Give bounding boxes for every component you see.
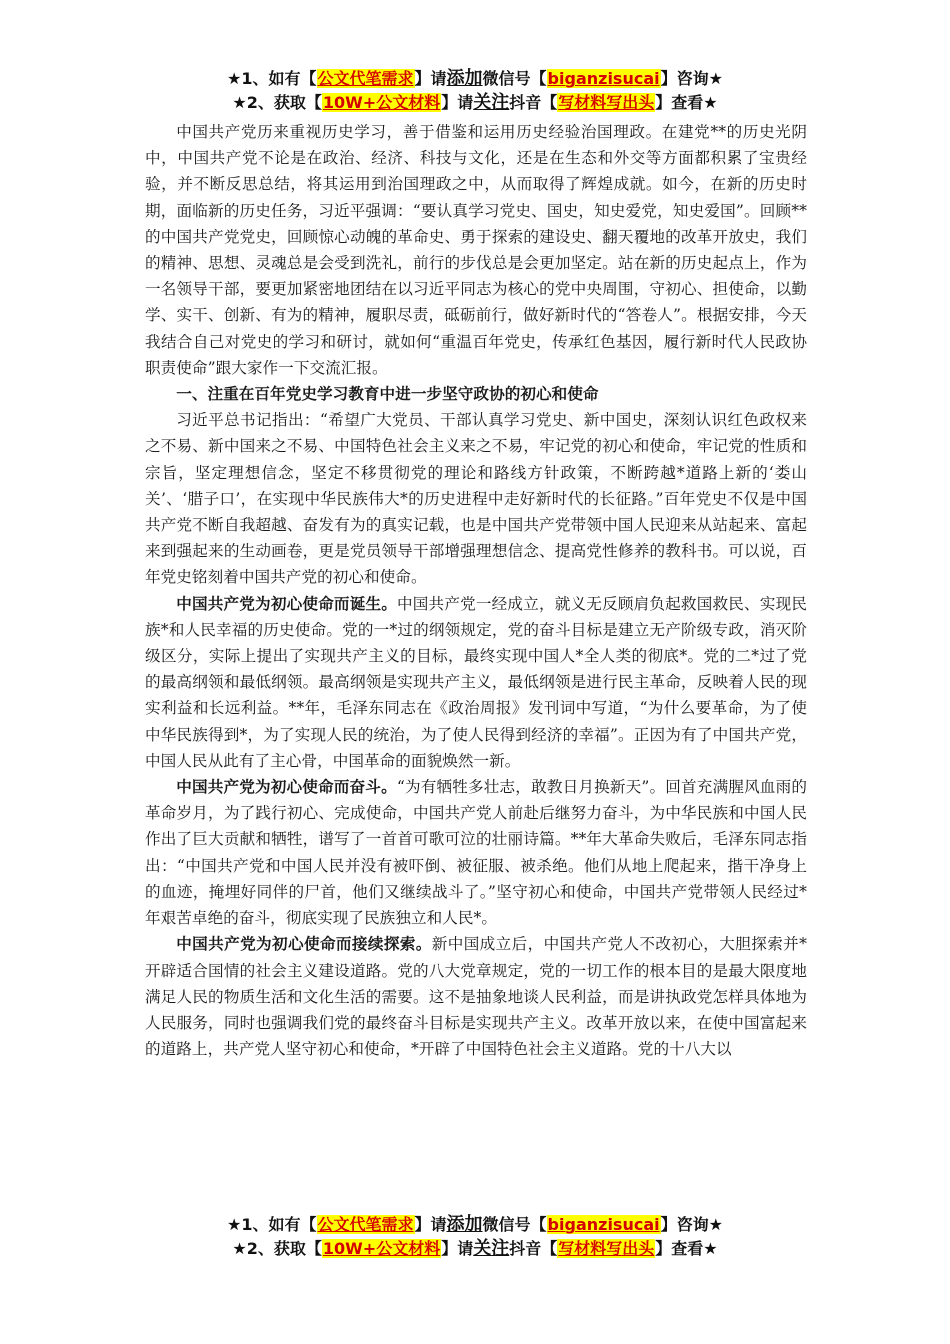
promo-emphasis: 关注 [473, 1238, 510, 1259]
promo-text: 】请 [441, 93, 474, 112]
promo-text: 】查看★ [655, 1239, 718, 1258]
promo-emphasis: 添加 [446, 68, 483, 89]
promo-text: 】请 [414, 1215, 447, 1234]
promo-banner-top [0, 67, 950, 115]
promo-text: 抖音【 [509, 93, 558, 112]
promo-line-2 [0, 1237, 950, 1261]
promo-banner-bottom [0, 1213, 950, 1261]
promo-highlight: biganzisucai [547, 69, 660, 88]
body-paragraph [145, 591, 807, 774]
promo-text: 】查看★ [655, 93, 718, 112]
promo-text: 】请 [441, 1239, 474, 1258]
promo-line-2 [0, 91, 950, 115]
promo-text: 微信号【 [482, 1215, 547, 1234]
promo-text: ★1、如有【 [227, 69, 317, 88]
paragraph-text: 中国共产党一经成立，就义无反顾肩负起救国救民、实现民族*和人民幸福的历史使命。党的一*过的纲领规定，党的奋斗目标是建立无产阶级专政，消灭阶级区分，实际上提出了实现共产主义的目标，最终实现中国人*全人类的彻底*。党的二*过了党的最高纲领和最低纲领。最高纲领是实现共产主义，最低纲领是进行民主革命，反映着人民的现实利益和长远利益。**年，毛泽东同志在《政治周报》发刊词中写道，“为什么要革命，为了使中华民族得到*，为了实现人民的统治，为了使人民得到经济的幸福”。正因为有了中国共产党，中国人民从此有了主心骨，中国革命的面貌焕然一新。 [145, 594, 807, 770]
promo-text: 】咨询★ [660, 1215, 723, 1234]
promo-highlight: 10W+公文材料 [322, 93, 441, 112]
paragraph-lead: 中国共产党为初心使命而诞生。 [176, 593, 398, 613]
promo-highlight: 写材料写出头 [558, 1239, 655, 1258]
promo-line-1 [0, 67, 950, 91]
paragraph-text: “为有牺牲多壮志，敢教日月换新天”。回首充满腥风血雨的革命岁月，为了践行初心、完成使命，中国共产党人前赴后继努力奋斗，为中华民族和中国人民作出了巨大贡献和牺牲，谱写了一首首可歌可泣的壮丽诗篇。**年大革命失败后，毛泽东同志指出：“中国共产党和中国人民并没有被吓倒、被征服、被杀绝。他们从地上爬起来，揩干净身上的血迹，掩埋好同伴的尸首，他们又继续战斗了。”坚守初心和使命，中国共产党带领人民经过*年艰苦卓绝的奋斗，彻底实现了民族独立和人民*。 [145, 778, 808, 928]
promo-emphasis: 添加 [446, 1214, 483, 1235]
promo-text: ★2、获取【 [232, 93, 322, 112]
promo-text: 】请 [414, 69, 447, 88]
promo-emphasis: 关注 [473, 92, 510, 113]
intro-paragraph: 中国共产党历来重视历史学习，善于借鉴和运用历史经验治国理政。在建党**的历史光阴中，中国共产党不论是在政治、经济、科技与文化，还是在生态和外交等方面都积累了宝贵经验，并不断反思总结，将其运用到治国理政之中，从而取得了辉煌成就。如今，在新的历史时期，面临新的历史任务，习近平强调：“要认真学习党史、国史，知史爱党，知史爱国”。回顾**的中国共产党党史，回顾惊心动魄的革命史、勇于探索的建设史、翻天覆地的改革开放史，我们的精神、思想、灵魂总是会受到洗礼，前行的步伐总是会更加坚定。站在新的历史起点上，作为一名领导干部，要更加紧密地团结在以习近平同志为核心的党中央周围，守初心、担使命，以勤学、实干、创新、有为的精神，履职尽责，砥砺前行，做好新时代的“答卷人”。根据安排，今天我结合自己对党史的学习和研讨，就如何“重温百年党史，传承红色基因，履行新时代人民政协职责使命”跟大家作一下交流汇报。 [145, 123, 807, 377]
body-paragraph: 习近平总书记指出：“希望广大党员、干部认真学习党史、新中国史，深刻认识红色政权来之不易、新中国来之不易、中国特色社会主义来之不易，牢记党的初心和使命，牢记党的性质和宗旨，坚定理想信念，坚定不移贯彻党的理论和路线方针政策，不断跨越*道路上新的‘娄山关’、‘腊子口’，在实现中华民族伟大*的历史进程中走好新时代的长征路。”百年党史不仅是中国共产党不断自我超越、奋发有为的真实记载，也是中国共产党带领中国人民迎来从站起来、富起来到强起来的生动画卷，更是党员领导干部增强理想信念、提高党性修养的教科书。可以说，百年党史铭刻着中国共产党的初心和使命。 [145, 411, 807, 587]
paragraph-lead: 中国共产党为初心使命而奋斗。 [176, 777, 397, 797]
promo-highlight: 写材料写出头 [558, 93, 655, 112]
promo-text: 微信号【 [482, 69, 547, 88]
paragraph-lead: 中国共产党为初心使命而接续探索。 [176, 934, 432, 954]
promo-text: ★1、如有【 [227, 1215, 317, 1234]
document-body [145, 119, 807, 1062]
promo-text: ★2、获取【 [232, 1239, 322, 1258]
promo-text: 抖音【 [509, 1239, 558, 1258]
promo-highlight: 公文代笔需求 [317, 1215, 414, 1234]
section-heading: 一、注重在百年党史学习教育中进一步坚守政协的初心和使命 [176, 384, 599, 404]
paragraph-text: 新中国成立后，中国共产党人不改初心，大胆探索并*开辟适合国情的社会主义建设道路。党的八大党章规定，党的一切工作的根本目的是最大限度地满足人民的物质生活和文化生活的需要。这不是抽象地谈人民利益，而是讲执政党怎样具体地为人民服务，同时也强调我们党的最终奋斗目标是实现共产主义。改革开放以来，在使中国富起来的道路上，共产党人坚守初心和使命，*开辟了中国特色社会主义道路。党的十八大以 [145, 935, 807, 1059]
promo-line-1 [0, 1213, 950, 1237]
body-paragraph [145, 774, 807, 931]
promo-text: 】咨询★ [660, 69, 723, 88]
body-paragraph [145, 931, 807, 1062]
promo-highlight: biganzisucai [547, 1215, 660, 1234]
promo-highlight: 公文代笔需求 [317, 69, 414, 88]
promo-highlight: 10W+公文材料 [322, 1239, 441, 1258]
